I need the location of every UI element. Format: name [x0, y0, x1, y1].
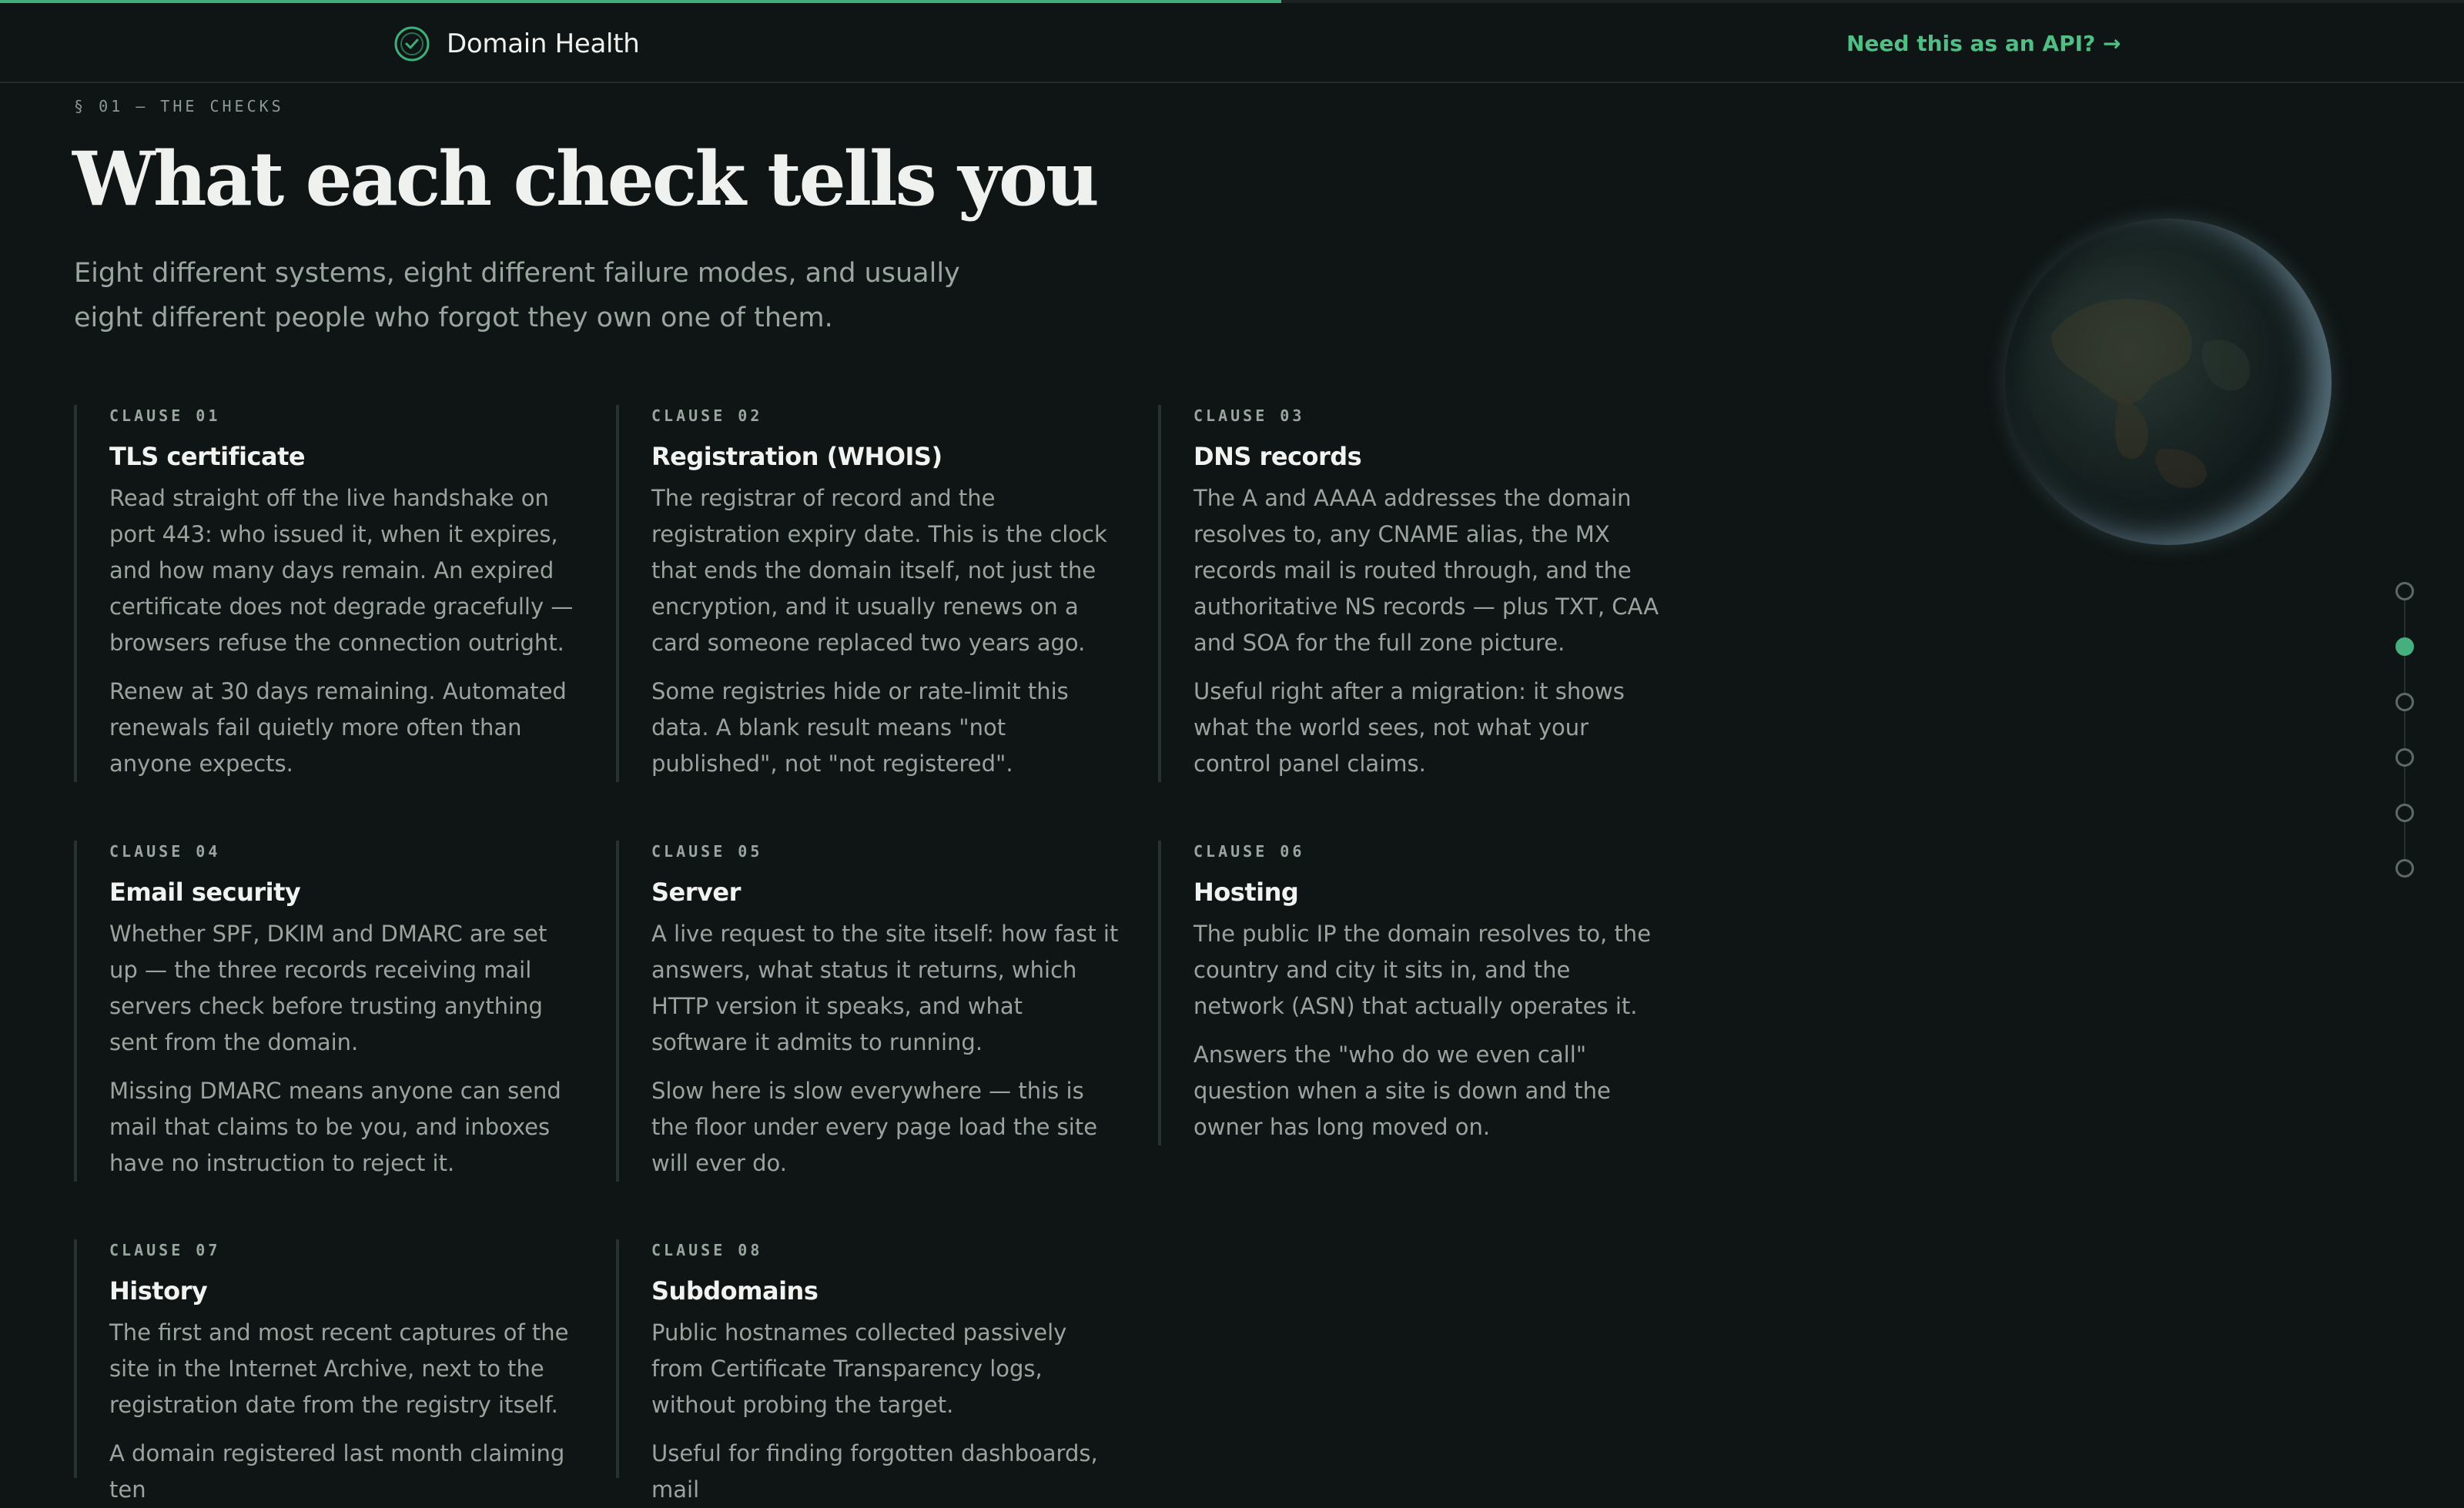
clause-body: Read straight off the live handshake on port 443: who issued it, when it expires, and how many days remain. An expired certificate does not degrade gracefully — browsers refuse the connection outright.	[109, 485, 574, 656]
clause-number: CLAUSE 01	[109, 406, 221, 425]
clause-card	[616, 405, 1124, 782]
clause-body: The registrar of record and the registration expiry date. This is the clock that ends the domain itself, not just the encryption, and it usually renews on a card someone replaced two years ago.	[651, 485, 1107, 656]
clause-title: History	[109, 1276, 208, 1306]
clause-number: CLAUSE 03	[1194, 406, 1305, 425]
globe-continents	[2005, 219, 2332, 545]
clause-card	[616, 841, 1124, 1182]
section-eyebrow: § 01 — THE CHECKS	[74, 97, 284, 115]
clause-body: The A and AAAA addresses the domain resolves to, any CNAME alias, the MX records mail is routed through, and the authoritative NS records — plus TXT, CAA and SOA for the full zone picture.	[1194, 485, 1659, 656]
clause-body: Public hostnames collected passively from Certificate Transparency logs, without probing the target.	[651, 1319, 1067, 1418]
clause-card	[74, 1239, 582, 1503]
section-nav-dot[interactable]	[2395, 859, 2414, 878]
clause-number: CLAUSE 05	[651, 842, 763, 861]
clause-note: Some registries hide or rate-limit this data. A blank result means "not published", not "not registered".	[651, 678, 1069, 777]
clause-title: TLS certificate	[109, 442, 306, 471]
clause-note: A domain registered last month claiming ten	[109, 1440, 565, 1503]
clause-note: Renew at 30 days remaining. Automated renewals fail quietly more often than anyone expects.	[109, 678, 567, 777]
section-nav-dot-active[interactable]	[2395, 637, 2414, 656]
clause-title: Email security	[109, 878, 301, 907]
clause-card	[616, 1239, 1124, 1503]
top-nav	[0, 3, 2464, 83]
section-nav	[2393, 582, 2416, 890]
clause-title: Server	[651, 878, 741, 907]
clause-title: DNS records	[1194, 442, 1362, 471]
section-nav-dot[interactable]	[2395, 582, 2414, 600]
clause-number: CLAUSE 02	[651, 406, 763, 425]
brand-name: Domain Health	[447, 28, 640, 59]
clause-title: Hosting	[1194, 878, 1299, 907]
clause-note: Useful right after a migration: it shows what the world sees, not what your control panel claims.	[1194, 678, 1625, 777]
brand-link[interactable]	[393, 25, 640, 63]
clause-card	[74, 405, 582, 782]
clause-body: The public IP the domain resolves to, the country and city it sits in, and the network (ASN) that actually operates it.	[1194, 921, 1652, 1019]
clause-title: Subdomains	[651, 1276, 819, 1306]
api-link[interactable]: Need this as an API? →	[1846, 31, 2121, 56]
clause-body: The first and most recent captures of the site in the Internet Archive, next to the registration date from the registry itself.	[109, 1319, 569, 1418]
page-title: What each check tells you	[72, 135, 1097, 222]
clause-card	[74, 841, 582, 1182]
section-lead: Eight different systems, eight different failure modes, and usually eight different people who forgot they own one of them.	[74, 258, 960, 333]
clause-number: CLAUSE 04	[109, 842, 221, 861]
clause-number: CLAUSE 07	[109, 1241, 221, 1259]
shield-check-icon	[393, 25, 431, 63]
clause-title: Registration (WHOIS)	[651, 442, 942, 471]
clause-body: Whether SPF, DKIM and DMARC are set up — the three records receiving mail servers check before trusting anything sent from the domain.	[109, 921, 547, 1055]
clause-number: CLAUSE 06	[1194, 842, 1305, 861]
clause-number: CLAUSE 08	[651, 1241, 763, 1259]
section-nav-dot[interactable]	[2395, 748, 2414, 767]
clause-card	[1158, 841, 1666, 1145]
clause-card	[1158, 405, 1666, 782]
clause-body: A live request to the site itself: how fast it answers, what status it returns, which HTTP version it speaks, and what software it admits to running.	[651, 921, 1119, 1055]
section-nav-dot[interactable]	[2395, 693, 2414, 711]
clause-note: Answers the "who do we even call" question when a site is down and the owner has long moved on.	[1194, 1042, 1611, 1140]
clause-note: Useful for finding forgotten dashboards, mail	[651, 1440, 1098, 1503]
section-nav-dot[interactable]	[2395, 804, 2414, 822]
clause-note: Missing DMARC means anyone can send mail that claims to be you, and inboxes have no instruction to reject it.	[109, 1078, 561, 1176]
clause-note: Slow here is slow everywhere — this is the floor under every page load the site will ever do.	[651, 1078, 1098, 1176]
globe-illustration	[2005, 219, 2332, 545]
section-nav-line	[2404, 593, 2405, 870]
